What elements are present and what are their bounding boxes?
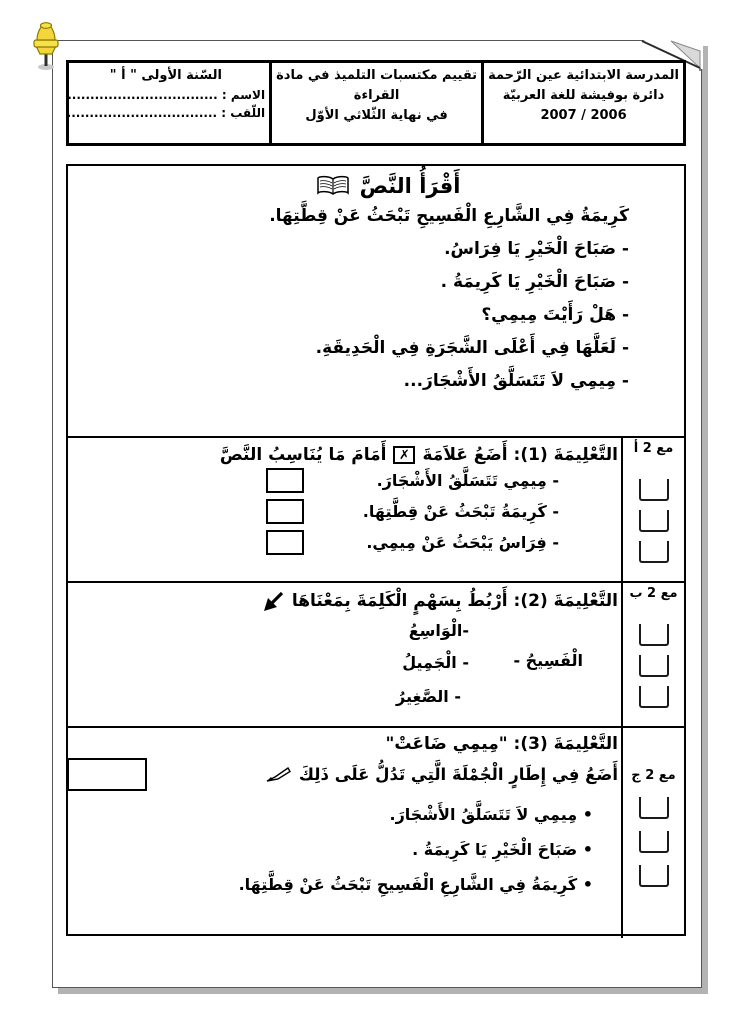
section-2-title [68, 583, 621, 612]
section-2-content [68, 583, 621, 726]
statement-row [68, 465, 621, 496]
district-name: دائرة بوفيشة للغة العربيّة [502, 88, 665, 104]
match-word: الْفَسِيحُ - [513, 651, 583, 670]
section-1-title [68, 438, 621, 465]
reading-line: - صَبَاحَ الْخَيْرِ يَا فِرَاسُ. [444, 239, 629, 259]
score-margin-1 [621, 438, 684, 581]
sentence-option: • كَرِيمَةُ فِي الشَّارِعِ الْفَسِيحِ تَبْحَثُ عَنْ قِطَّتِهَا. [238, 875, 593, 894]
reading-title: أَقْرَأُ النَّصَّ [359, 174, 461, 198]
reading-text [68, 198, 684, 398]
subject-name: القراءة [353, 88, 400, 104]
class-label: السّنة الأولى " أ " [109, 68, 222, 83]
southwest-arrow-icon [263, 590, 285, 612]
section-1-content [68, 438, 621, 581]
reading-line: - مِيمِي لاَ تَتَسَلَّقُ الأَشْجَارَ... [403, 371, 629, 391]
instruction-text: أَمَامَ مَا يُنَاسِبُ النَّصَّ [219, 445, 387, 465]
score-box [639, 797, 669, 819]
score-box [639, 624, 669, 646]
section-3-instruction-row [68, 754, 621, 791]
surname-field: اللّقب : ................................. [66, 106, 266, 121]
statement-text: - كَرِيمَةُ تَبْحَثُ عَنْ قِطَّتِهَا. [362, 502, 559, 521]
boxed-x-icon: ✗ [393, 446, 415, 464]
score-box [639, 541, 669, 563]
section-3-title: التَّعْلِيمَةَ (3): "مِيمِي ضَاعَتْ" [385, 734, 618, 754]
score-margin-3 [621, 728, 684, 938]
score-box [639, 686, 669, 708]
reading-line: - هَلْ رَأَيْتَ مِيمِي؟ [481, 305, 629, 325]
statement-text: - مِيمِي تَتَسَلَّقُ الأَشْجَارَ. [376, 471, 559, 490]
reading-line: - صَبَاحَ الْخَيْرِ يَا كَرِيمَةُ . [440, 272, 629, 292]
section-3 [68, 726, 684, 938]
criterion-label: مع 2 ب [629, 586, 678, 601]
score-box [639, 510, 669, 532]
reading-section [68, 166, 684, 436]
school-info-cell [484, 63, 683, 143]
match-option: -الْوَاسِعُ [408, 621, 469, 640]
evaluation-title-cell [269, 63, 484, 143]
match-option: - الصَّغِيرُ [396, 687, 461, 706]
evaluation-title: تقييم مكتسبات التلميذ في مادة [276, 68, 478, 83]
pushpin-icon [24, 20, 66, 74]
match-option: - الْجَمِيلُ [402, 653, 469, 672]
term-name: في نهاية الثّلاثي الأوّل [305, 108, 448, 124]
reading-line: كَرِيمَةُ فِي الشَّارِعِ الْفَسِيحِ تَبْحَثُ عَنْ قِطَّتِهَا. [269, 206, 629, 226]
reading-line: - لَعَلَّهَا فِي أَعْلَى الشَّجَرَةِ فِي الْحَدِيقَةِ. [315, 338, 629, 358]
school-year: 2006 / 2007 [540, 108, 627, 124]
instruction-text: أَضَعُ فِي إِطَارٍ الْجُمْلَةَ الَّتِي تَدُلُّ عَلَى ذَلِكَ [298, 765, 618, 784]
score-box [639, 865, 669, 887]
reading-title-row [68, 174, 684, 198]
score-box [639, 479, 669, 501]
statement-row [68, 527, 621, 558]
checkbox [266, 499, 304, 524]
section-3-content [68, 728, 621, 938]
checkbox [266, 468, 304, 493]
checkbox [266, 530, 304, 555]
statement-row [68, 496, 621, 527]
section-2 [68, 581, 684, 726]
section-1 [68, 436, 684, 581]
header-table [66, 60, 686, 146]
student-info-cell [63, 63, 269, 143]
instruction-text: التَّعْلِيمَةَ (2): أَرْبُطُ بِسَهْمٍ الْكَلِمَةَ بِمَعْنَاهَا [291, 591, 618, 611]
paper-sheet [52, 40, 702, 988]
open-book-icon [316, 175, 350, 198]
instruction-text: التَّعْلِيمَةَ (1): أَضَعُ عَلاَمَةَ [422, 445, 618, 465]
criterion-label: مع 2 أ [633, 441, 674, 456]
score-box [639, 655, 669, 677]
score-box [639, 831, 669, 853]
sentence-option: • مِيمِي لاَ تَتَسَلَّقُ الأَشْجَارَ. [389, 805, 593, 824]
name-field: الاسم : ................................. [67, 88, 266, 103]
answer-frame [67, 758, 147, 791]
sentence-list [68, 797, 621, 902]
school-name: المدرسة الابتدائية عين الرّحمة [488, 68, 679, 83]
statement-text: - فِرَاسُ يَبْحَثُ عَنْ مِيمِي. [366, 533, 559, 552]
writing-hand-icon [265, 766, 291, 783]
criterion-label: مع 2 ج [631, 768, 676, 783]
score-margin-2 [621, 583, 684, 726]
sentence-option: • صَبَاحَ الْخَيْرِ يَا كَرِيمَةُ . [412, 840, 593, 859]
exercise-box [66, 164, 686, 936]
